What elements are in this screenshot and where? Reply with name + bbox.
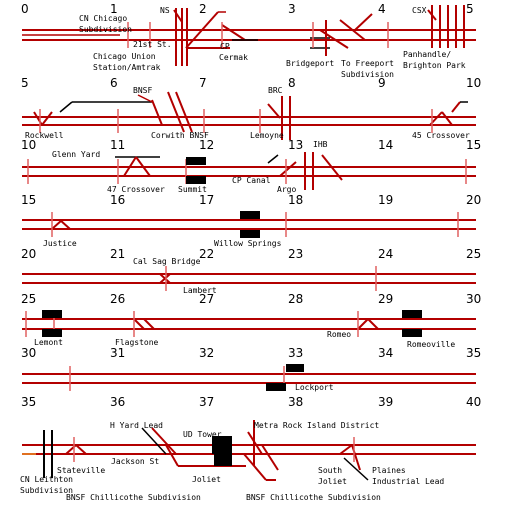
plaines-diag-1: [340, 445, 352, 454]
station-block: [286, 364, 304, 372]
label-cp: CP: [220, 42, 230, 51]
milepost-label: 37: [199, 395, 215, 409]
milepost-label: 16: [110, 193, 126, 207]
milepost-label: 36: [110, 395, 126, 409]
label-romeoville: Romeoville: [407, 340, 456, 349]
milepost-label: 2: [199, 2, 207, 16]
station-block: [186, 176, 206, 184]
milepost-label: 0: [21, 2, 29, 16]
label-bridgeport: Bridgeport: [286, 59, 335, 68]
label-summit: Summit: [178, 185, 207, 194]
station-block: [402, 329, 422, 337]
h-yard-lead: [142, 428, 166, 454]
label-romeo: Romeo: [327, 330, 352, 339]
label-bnsf-chillicothe-left: BNSF Chillicothe Subdivision: [66, 493, 201, 502]
station-block: [214, 454, 232, 466]
label-industrial-lead: Industrial Lead: [372, 477, 445, 486]
milepost-label: 39: [378, 395, 394, 409]
stations: [42, 157, 422, 466]
rockwell-x2: [42, 112, 52, 125]
milepost-label: 10: [466, 76, 482, 90]
label-lockport: Lockport: [295, 383, 334, 392]
milepost-label: 6: [110, 76, 118, 90]
label-cn-chicago: CN Chicago: [79, 14, 128, 23]
milepost-label: 31: [110, 346, 126, 360]
milepost-label: 17: [199, 193, 215, 207]
label-justice: Justice: [43, 239, 77, 248]
label-bnsf: BNSF: [133, 86, 153, 95]
label-cermak: Cermak: [219, 53, 248, 62]
label-47-crossover: 47 Crossover: [107, 185, 165, 194]
place-labels: [20, 6, 470, 502]
milepost-label: 20: [466, 193, 482, 207]
rockwell-x1: [34, 112, 42, 125]
milepost-label: 14: [378, 138, 394, 152]
milepost-label: 32: [199, 346, 215, 360]
label-joliet: Joliet: [192, 475, 221, 484]
milepost-label: 25: [21, 292, 37, 306]
flagstone-diag-2: [144, 319, 154, 329]
x45-branch: [452, 102, 460, 112]
milepost-label: 11: [110, 138, 126, 152]
label-brighton-park: Brighton Park: [403, 61, 466, 70]
label-lemoyne: Lemoyne: [250, 131, 284, 140]
bnsf-curve: [138, 95, 152, 102]
milepost-label: 30: [21, 346, 37, 360]
jackson-diag-1: [152, 428, 176, 454]
label-chicago-union: Chicago Union: [93, 52, 156, 61]
milepost-label: 15: [21, 193, 37, 207]
label-ud-tower: UD Tower: [183, 430, 222, 439]
bnsf-lead-diag: [60, 102, 72, 112]
milepost-label: 5: [466, 2, 474, 16]
milepost-label: 38: [288, 395, 304, 409]
milepost-label: 5: [21, 76, 29, 90]
milepost-label: 34: [378, 346, 394, 360]
milepost-label: 9: [378, 76, 386, 90]
station-block: [266, 383, 286, 391]
label-h-yard-lead: H Yard Lead: [110, 421, 163, 430]
milepost-label: 7: [199, 76, 207, 90]
label-amtrak-station: Station/Amtrak: [93, 63, 161, 72]
milepost-label: 10: [21, 138, 37, 152]
plaines-lead: [344, 458, 368, 480]
station-block: [240, 230, 260, 238]
romeo-diag-2: [368, 319, 378, 329]
milepost-label: 24: [378, 247, 394, 261]
justice-diag-2: [60, 220, 70, 229]
label-freeport-sub: Subdivision: [341, 70, 394, 79]
label-ns: NS: [160, 6, 170, 15]
station-block: [402, 310, 422, 318]
corwith-diag-1: [152, 100, 162, 125]
label-ihb: IHB: [313, 140, 328, 149]
milepost-label: 26: [110, 292, 126, 306]
label-cp-canal: CP Canal: [232, 176, 271, 185]
milepost-label: 29: [378, 292, 394, 306]
milepost-label: 35: [466, 346, 482, 360]
label-glenn-yard: Glenn Yard: [52, 150, 101, 159]
flagstone-diag-1: [134, 319, 144, 329]
label-bnsf-chillicothe-right: BNSF Chillicothe Subdivision: [246, 493, 381, 502]
milepost-label: 4: [378, 2, 386, 16]
milepost-label: 8: [288, 76, 296, 90]
milepost-label: 1: [110, 2, 118, 16]
milepost-label: 12: [199, 138, 215, 152]
label-willow-springs: Willow Springs: [214, 239, 282, 248]
station-block: [42, 329, 62, 337]
milepost-label: 3: [288, 2, 296, 16]
argo-diag: [280, 162, 296, 176]
milepost-label: 23: [288, 247, 304, 261]
label-cn-leithton-sub: Subdivision: [20, 486, 73, 495]
label-lambert: Lambert: [183, 286, 217, 295]
milepost-label: 35: [21, 395, 37, 409]
romeo-diag-1: [358, 319, 368, 329]
stateville-diag-2: [76, 445, 86, 454]
label-panhandle: Panhandle/: [403, 50, 452, 59]
milepost-label: 30: [466, 292, 482, 306]
milepost-label: 13: [288, 138, 304, 152]
brc-diag: [268, 104, 280, 118]
cermak-crossover: [222, 25, 245, 40]
label-flagstone: Flagstone: [115, 338, 159, 347]
label-cal-sag-bridge: Cal Sag Bridge: [133, 257, 201, 266]
label-cn-leithton: CN Leithton: [20, 475, 73, 484]
label-csx: CSX: [412, 6, 427, 15]
label-metra-rock-island: Metra Rock Island District: [254, 421, 380, 430]
milepost-label: 40: [466, 395, 482, 409]
label-jackson-st: Jackson St: [111, 457, 160, 466]
milepost-label: 22: [199, 247, 215, 261]
label-stateville: Stateville: [57, 466, 106, 475]
station-block: [240, 211, 260, 219]
station-block: [42, 310, 62, 318]
milepost-label: 15: [466, 138, 482, 152]
milepost-label: 18: [288, 193, 304, 207]
label-cn-chicago-sub: Subdivision: [79, 25, 132, 34]
x45-diag-2: [442, 112, 452, 125]
label-corwith-bnsf: Corwith BNSF: [151, 131, 209, 140]
milepost-label: 33: [288, 346, 304, 360]
label-plaines: Plaines: [372, 466, 406, 475]
joliet-diag-2: [262, 445, 278, 470]
milepost-label: 20: [21, 247, 37, 261]
station-block: [186, 157, 206, 165]
freeport-branch: [355, 14, 372, 30]
label-south-joliet: Joliet: [318, 477, 347, 486]
milepost-label: 27: [199, 292, 215, 306]
jackson-diag-2: [166, 445, 178, 466]
label-brc: BRC: [268, 86, 283, 95]
label-south: South: [318, 466, 343, 475]
milepost-label: 21: [110, 247, 126, 261]
milepost-label: 28: [288, 292, 304, 306]
label-21st-st: 21st St.: [133, 40, 172, 49]
milepost-label: 25: [466, 247, 482, 261]
label-argo: Argo: [277, 185, 297, 194]
label-45-crossover: 45 Crossover: [412, 131, 470, 140]
label-lemont: Lemont: [34, 338, 63, 347]
cp-canal-black: [268, 155, 278, 163]
label-rockwell: Rockwell: [25, 131, 64, 140]
label-to-freeport: To Freeport: [341, 59, 394, 68]
milepost-label: 19: [378, 193, 394, 207]
